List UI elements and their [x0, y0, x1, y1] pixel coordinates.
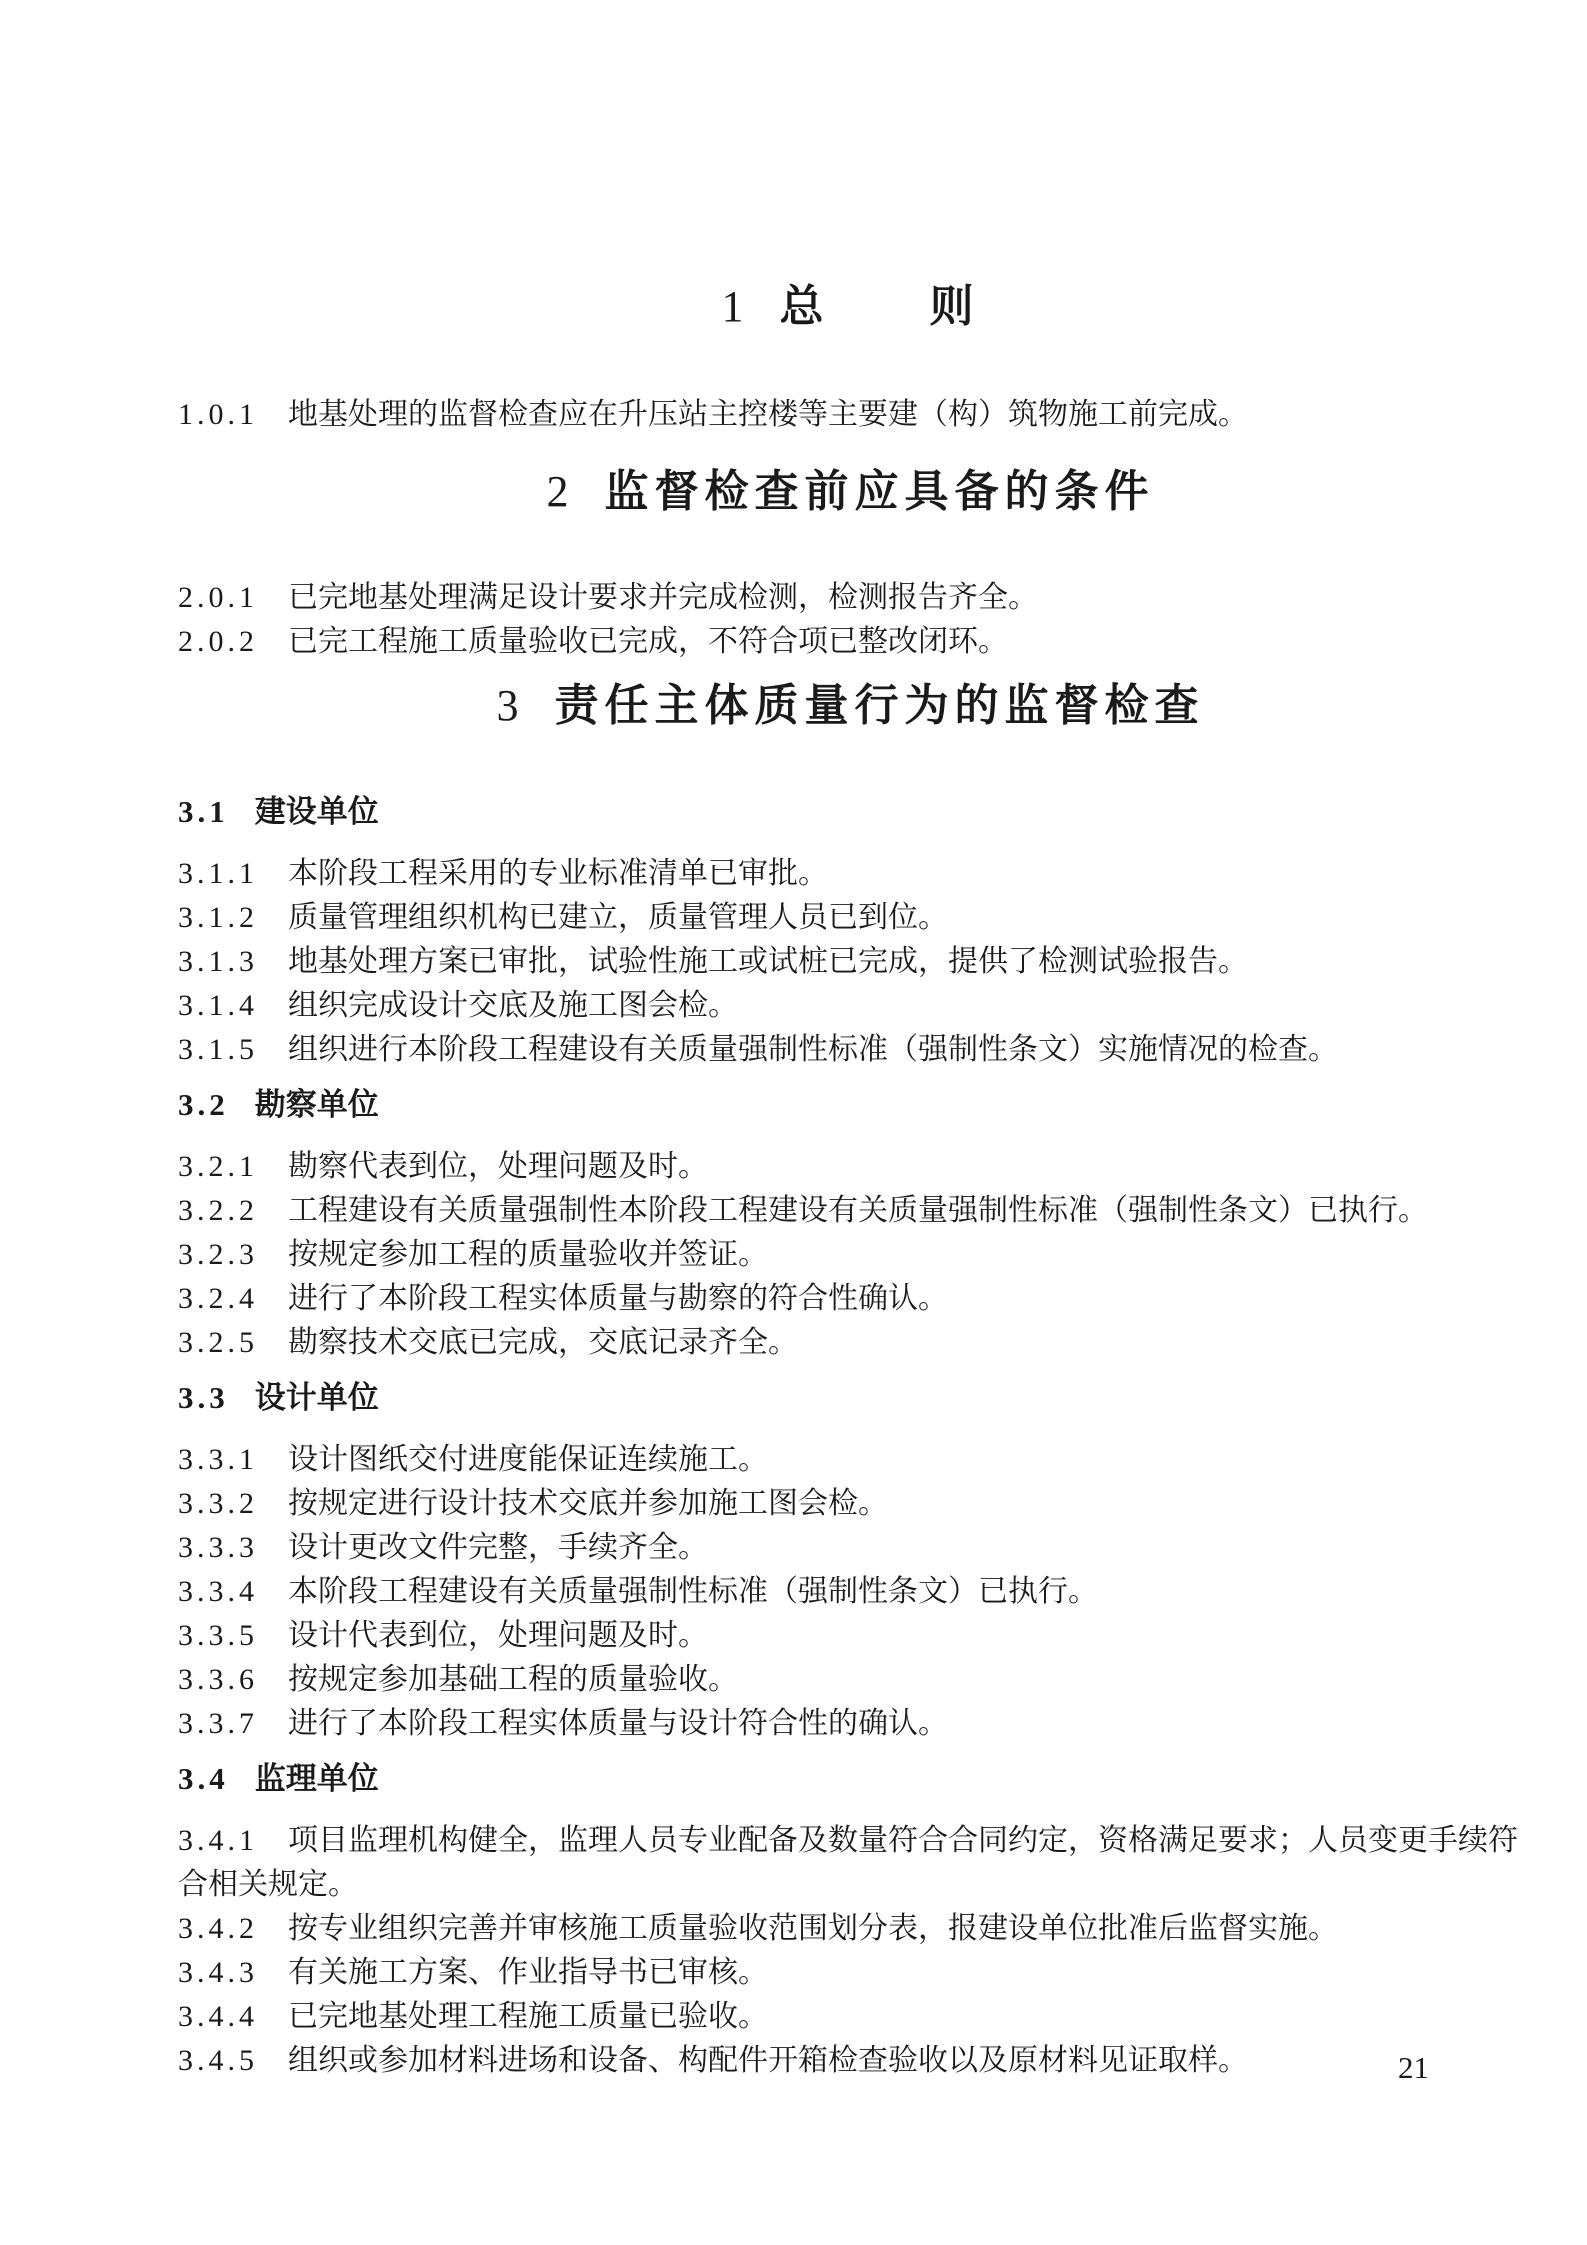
clause-text: 勘察代表到位，处理问题及时。: [288, 1150, 708, 1183]
clause: [178, 1570, 1523, 1614]
clause-text: 质量管理组织机构已建立，质量管理人员已到位。: [288, 901, 948, 934]
chapter-number: 3: [496, 681, 519, 730]
clause-text: 组织完成设计交底及施工图会检。: [288, 989, 738, 1022]
clause-number: 2.0.1: [178, 581, 258, 614]
clause-text: 工程建设有关质量强制性本阶段工程建设有关质量强制性标准（强制性条文）已执行。: [288, 1194, 1428, 1227]
chapter-title: 监督检查前应具备的条件: [604, 467, 1155, 516]
clause-number: 3.3.4: [178, 1575, 258, 1608]
clause-text: 设计代表到位，处理问题及时。: [288, 1619, 708, 1652]
clause: [178, 1277, 1523, 1321]
clause: [178, 1482, 1523, 1526]
clause: [178, 1189, 1523, 1233]
clause-number: 3.1.4: [178, 989, 258, 1022]
subsection-number: 3.4: [178, 1761, 229, 1796]
chapter-heading: [178, 281, 1523, 333]
clause-number: 2.0.2: [178, 625, 258, 658]
clause: [178, 576, 1523, 620]
subsection-number: 3.2: [178, 1087, 229, 1122]
clause-number: 3.3.3: [178, 1531, 258, 1564]
clause-number: 3.3.7: [178, 1707, 258, 1740]
chapter-title: 总 则: [779, 282, 980, 331]
clause-text: 勘察技术交底已完成，交底记录齐全。: [288, 1326, 798, 1359]
subsection-heading: [178, 1760, 1523, 1798]
clause: [178, 1321, 1523, 1365]
subsection-title: 勘察单位: [254, 1087, 379, 1122]
clause: [178, 1438, 1523, 1482]
clause: [178, 984, 1523, 1028]
chapter-heading: [178, 680, 1523, 732]
clause-number: 3.4.3: [178, 1956, 258, 1989]
clause-number: 3.1.2: [178, 901, 258, 934]
clause-number: 3.3.2: [178, 1487, 258, 1520]
clause-text: 有关施工方案、作业指导书已审核。: [288, 1956, 768, 1989]
clause: [178, 1145, 1523, 1189]
clause: [178, 1658, 1523, 1702]
clause: [178, 1526, 1523, 1570]
clause-text: 本阶段工程采用的专业标准清单已审批。: [288, 857, 828, 890]
subsection-heading: [178, 793, 1523, 831]
clause-number: 3.2.4: [178, 1282, 258, 1315]
clause: [178, 393, 1523, 437]
clause-text: 设计图纸交付进度能保证连续施工。: [288, 1443, 768, 1476]
clause: [178, 1819, 1523, 1907]
subsection-number: 3.1: [178, 794, 229, 829]
subsection-heading: [178, 1379, 1523, 1417]
clause-number: 3.2.3: [178, 1238, 258, 1271]
clause-number: 3.1.3: [178, 945, 258, 978]
chapter-heading: [178, 466, 1523, 518]
clause: [178, 1028, 1523, 1072]
clause-number: 3.4.5: [178, 2044, 258, 2077]
clause: [178, 1233, 1523, 1277]
clause: [178, 1907, 1523, 1951]
clause-number: 3.4.4: [178, 2000, 258, 2033]
chapter-title: 责任主体质量行为的监督检查: [554, 681, 1205, 730]
clause-text: 按规定参加工程的质量验收并签证。: [288, 1238, 768, 1271]
clause: [178, 620, 1523, 664]
clause-text: 地基处理的监督检查应在升压站主控楼等主要建（构）筑物施工前完成。: [288, 398, 1248, 431]
clause-text: 已完工程施工质量验收已完成，不符合项已整改闭环。: [288, 625, 1008, 658]
clause-text: 本阶段工程建设有关质量强制性标准（强制性条文）已执行。: [288, 1575, 1098, 1608]
clause: [178, 1614, 1523, 1658]
clause: [178, 852, 1523, 896]
subsection-heading: [178, 1086, 1523, 1124]
clause-number: 3.3.1: [178, 1443, 258, 1476]
clause-number: 3.2.2: [178, 1194, 258, 1227]
clause-text: 组织进行本阶段工程建设有关质量强制性标准（强制性条文）实施情况的检查。: [288, 1033, 1338, 1066]
clause-number: 3.1.5: [178, 1033, 258, 1066]
clause-text: 进行了本阶段工程实体质量与勘察的符合性确认。: [288, 1282, 948, 1315]
clause-number: 1.0.1: [178, 398, 258, 431]
clause: [178, 1951, 1523, 1995]
clause-text: 已完地基处理满足设计要求并完成检测，检测报告齐全。: [288, 581, 1038, 614]
clause-text: 项目监理机构健全，监理人员专业配备及数量符合合同约定，资格满足要求；人员变更手续符合相关规定。: [178, 1824, 1518, 1901]
clause-number: 3.3.5: [178, 1619, 258, 1652]
chapter-number: 2: [546, 467, 569, 516]
chapter-number: 1: [721, 282, 744, 331]
clause-number: 3.2.1: [178, 1150, 258, 1183]
document-content: [178, 0, 1523, 2083]
clause: [178, 940, 1523, 984]
clause-text: 已完地基处理工程施工质量已验收。: [288, 2000, 768, 2033]
clause-text: 按专业组织完善并审核施工质量验收范围划分表，报建设单位批准后监督实施。: [288, 1912, 1338, 1945]
clause-text: 设计更改文件完整，手续齐全。: [288, 1531, 708, 1564]
clause-number: 3.3.6: [178, 1663, 258, 1696]
clause-number: 3.4.2: [178, 1912, 258, 1945]
subsection-title: 监理单位: [254, 1761, 379, 1796]
clause-number: 3.2.5: [178, 1326, 258, 1359]
clause-text: 地基处理方案已审批，试验性施工或试桩已完成，提供了检测试验报告。: [288, 945, 1248, 978]
clause-number: 3.1.1: [178, 857, 258, 890]
subsection-title: 设计单位: [254, 1380, 379, 1415]
clause-text: 组织或参加材料进场和设备、构配件开箱检查验收以及原材料见证取样。: [288, 2044, 1248, 2077]
clause: [178, 1995, 1523, 2039]
clause: [178, 896, 1523, 940]
clause-number: 3.4.1: [178, 1824, 258, 1857]
subsection-title: 建设单位: [254, 794, 379, 829]
clause-text: 进行了本阶段工程实体质量与设计符合性的确认。: [288, 1707, 948, 1740]
page-number: 21: [1398, 2050, 1429, 2085]
clause: [178, 2039, 1523, 2083]
clause-text: 按规定参加基础工程的质量验收。: [288, 1663, 738, 1696]
clause-text: 按规定进行设计技术交底并参加施工图会检。: [288, 1487, 888, 1520]
subsection-number: 3.3: [178, 1380, 229, 1415]
clause: [178, 1702, 1523, 1746]
